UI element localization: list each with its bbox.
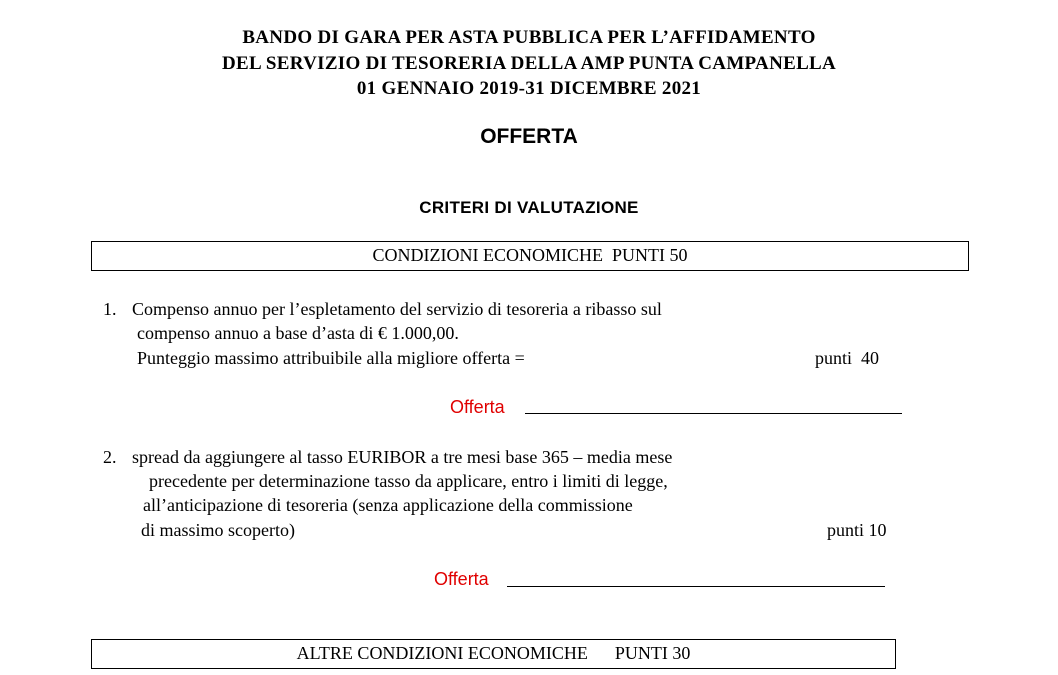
item-2-number: 2. (103, 447, 117, 467)
item-1-line-3: Punteggio massimo attribuibile alla migliore offerta = (137, 348, 525, 368)
item-1-points: punti 40 (815, 348, 880, 368)
header-line-3: 01 GENNAIO 2019-31 DICEMBRE 2021 (356, 78, 702, 99)
item-2-points: punti 10 (827, 520, 887, 540)
item-2-offer-label: Offerta (434, 569, 489, 589)
header-line-2: DEL SERVIZIO DI TESORERIA DELLA AMP PUNTA CAMPANELLA (221, 53, 837, 74)
header-line-1: BANDO DI GARA PER ASTA PUBBLICA PER L’AFFIDAMENTO (242, 27, 816, 48)
criteri-title: CRITERI DI VALUTAZIONE (419, 198, 639, 217)
section-box-altre-condizioni (91, 639, 896, 669)
item-1-number: 1. (103, 299, 117, 319)
item-2-line-2: precedente per determinazione tasso da applicare, entro i limiti di legge, (149, 471, 668, 491)
item-2-line-1: spread da aggiungere al tasso EURIBOR a tre mesi base 365 – media mese (132, 447, 673, 467)
item-1-offer-field[interactable] (525, 413, 902, 414)
item-1-offer-label: Offerta (450, 397, 505, 417)
section-box-condizioni-economiche (91, 241, 969, 271)
item-2-offer-field[interactable] (507, 586, 885, 587)
item-2-line-4: di massimo scoperto) (141, 520, 295, 540)
offerta-title: OFFERTA (480, 125, 578, 148)
section-box-label: ALTRE CONDIZIONI ECONOMICHE PUNTI 30 (296, 643, 691, 663)
item-1-line-2: compenso annuo a base d’asta di € 1.000,00. (137, 323, 459, 343)
item-1-line-1: Compenso annuo per l’espletamento del servizio di tesoreria a ribasso sul (132, 299, 662, 319)
section-box-label: CONDIZIONI ECONOMICHE PUNTI 50 (372, 245, 688, 265)
item-2-line-3: all’anticipazione di tesoreria (senza applicazione della commissione (143, 495, 633, 515)
